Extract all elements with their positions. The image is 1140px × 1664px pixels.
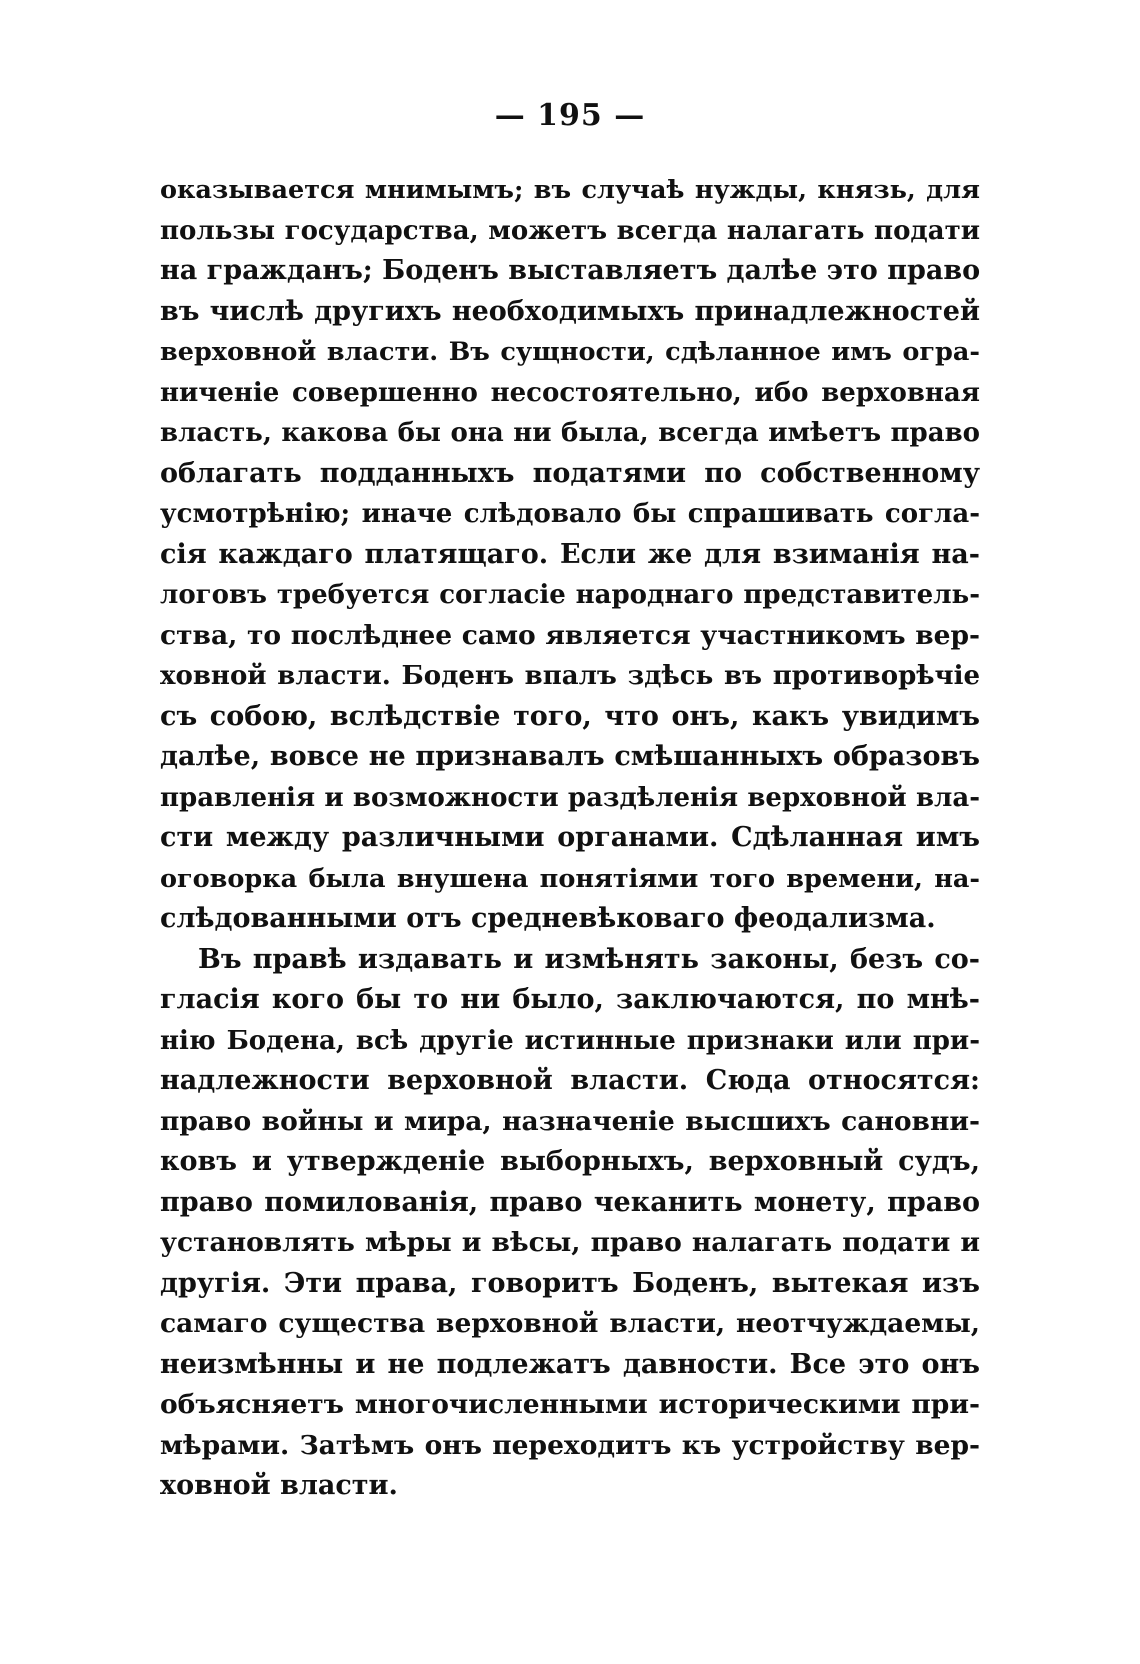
text-line: съ собою, вслѣдствіе того, что онъ, какъ увидимъ <box>160 700 980 732</box>
text-line: пользы государства, можетъ всегда налагать подати <box>160 215 980 246</box>
text-line: правленія и возможности раздѣленія верховной вла- <box>160 782 980 813</box>
body-text <box>160 170 980 1507</box>
text-line: установлять мѣры и вѣсы, право налагать подати и <box>160 1227 980 1258</box>
text-line: слѣдованными отъ средневѣковаго феодализма. <box>160 903 936 934</box>
paragraph-1 <box>160 170 980 940</box>
text-line: ниченіе совершенно несостоятельно, ибо верховная <box>160 377 980 408</box>
text-line: гласія кого бы то ни было, заключаются, по мнѣ- <box>160 984 980 1015</box>
text-line: неизмѣнны и не подлежатъ давности. Все это онъ <box>160 1348 980 1380</box>
text-line: ховной власти. Боденъ впалъ здѣсь въ противорѣчіе <box>160 661 980 691</box>
text-line: объясняетъ многочисленными историческими при- <box>160 1389 980 1420</box>
text-line: оговорка была внушена понятіями того времени, на- <box>160 863 980 894</box>
paragraph-2 <box>160 940 980 1507</box>
text-line: нію Бодена, всѣ другіе истинные признаки или при- <box>160 1025 980 1056</box>
text-line: оказывается мнимымъ; въ случаѣ нужды, князь, для <box>160 175 980 205</box>
page-number: — 195 — <box>494 98 646 133</box>
text-line: верховной власти. Въ сущности, сдѣланное имъ огра- <box>160 337 980 367</box>
text-line: самаго существа верховной власти, неотчуждаемы, <box>160 1308 980 1339</box>
text-line: логовъ требуется согласіе народнаго представитель- <box>160 580 980 610</box>
text-line: облагать подданныхъ податями по собственному <box>160 457 980 489</box>
text-line: власть, какова бы она ни была, всегда имѣетъ право <box>160 418 980 448</box>
text-line: въ числѣ другихъ необходимыхъ принадлежностей <box>160 295 980 327</box>
text-line: Въ правѣ издавать и измѣнять законы, безъ со- <box>198 943 980 975</box>
text-line: ховной власти. <box>160 1470 398 1501</box>
text-line: мѣрами. Затѣмъ онъ переходитъ къ устройству вер- <box>160 1429 980 1461</box>
text-line: ковъ и утвержденіе выборныхъ, верховный судъ, <box>160 1146 980 1177</box>
text-line: на гражданъ; Боденъ выставляетъ далѣе это право <box>160 255 981 286</box>
text-line: сія каждаго платящаго. Если же для взиманія на- <box>160 538 980 570</box>
text-line: другія. Эти права, говоритъ Боденъ, вытекая изъ <box>160 1267 980 1299</box>
text-line: сти между различными органами. Сдѣланная имъ <box>160 822 980 853</box>
text-line: далѣе, вовсе не признавалъ смѣшанныхъ образовъ <box>160 741 980 772</box>
text-line: право помилованія, право чеканить монету, право <box>160 1186 980 1218</box>
text-line: ства, то послѣднее само является участникомъ вер- <box>160 619 980 651</box>
text-line: надлежности верховной власти. Сюда относятся: <box>160 1065 980 1096</box>
text-line: усмотрѣнію; иначе слѣдовало бы спрашивать согла- <box>160 499 980 529</box>
text-line: право войны и мира, назначеніе высшихъ сановни- <box>160 1105 980 1137</box>
